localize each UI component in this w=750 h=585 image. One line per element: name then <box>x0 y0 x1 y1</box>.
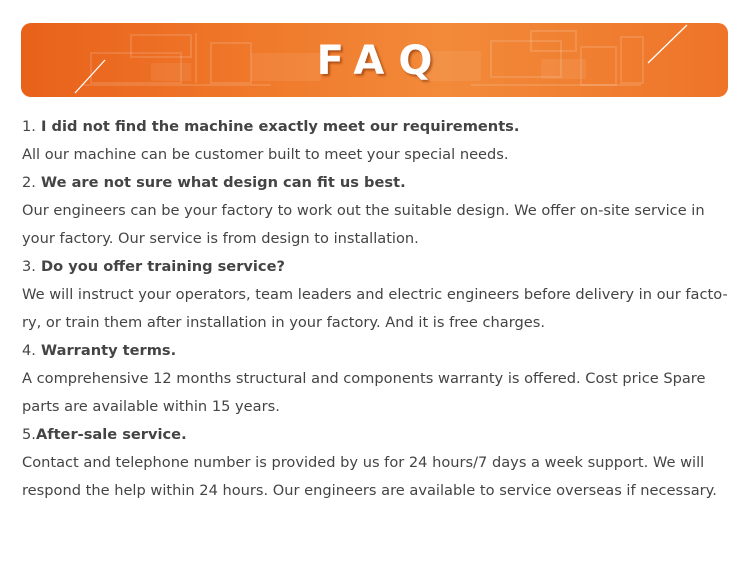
question-number: 1. <box>22 118 36 135</box>
faq-question-2 <box>22 169 732 197</box>
question-text: We are not sure what design can fit us best. <box>41 174 406 191</box>
faq-answer-5-line-2: respond the help within 24 hours. Our engineers are available to service overseas if necessary. <box>22 482 717 499</box>
faq-title: FAQ <box>316 38 447 84</box>
faq-banner <box>21 23 728 97</box>
faq-answer-4-line-2: parts are available within 15 years. <box>22 398 280 415</box>
question-number: 3. <box>22 258 36 275</box>
question-number: 4. <box>22 342 36 359</box>
question-text: Do you offer training service? <box>41 258 285 275</box>
faq-question-1 <box>22 113 732 141</box>
question-text: Warranty terms. <box>41 342 177 359</box>
faq-answer-4-line-1: A comprehensive 12 months structural and components warranty is offered. Cost price Spare <box>22 370 706 387</box>
faq-answer-2-line-2: your factory. Our service is from design to installation. <box>22 230 419 247</box>
faq-answer-2-line-1: Our engineers can be your factory to work out the suitable design. We offer on-site service in <box>22 202 705 219</box>
question-text: After-sale service. <box>35 426 187 443</box>
faq-list <box>22 113 732 505</box>
faq-question-4 <box>22 337 732 365</box>
question-number: 2. <box>22 174 36 191</box>
faq-answer-3-line-2: ry, or train them after installation in your factory. And it is free charges. <box>22 314 545 331</box>
faq-question-3 <box>22 253 732 281</box>
faq-answer-3-line-1: We will instruct your operators, team leaders and electric engineers before delivery in our facto- <box>22 286 728 303</box>
faq-question-5 <box>22 421 732 449</box>
question-number: 5. <box>22 426 36 443</box>
faq-answer-5-line-1: Contact and telephone number is provided by us for 24 hours/7 days a week support. We will <box>22 454 705 471</box>
question-text: I did not find the machine exactly meet our requirements. <box>41 118 520 135</box>
faq-answer-1-line-1: All our machine can be customer built to meet your special needs. <box>22 146 509 163</box>
